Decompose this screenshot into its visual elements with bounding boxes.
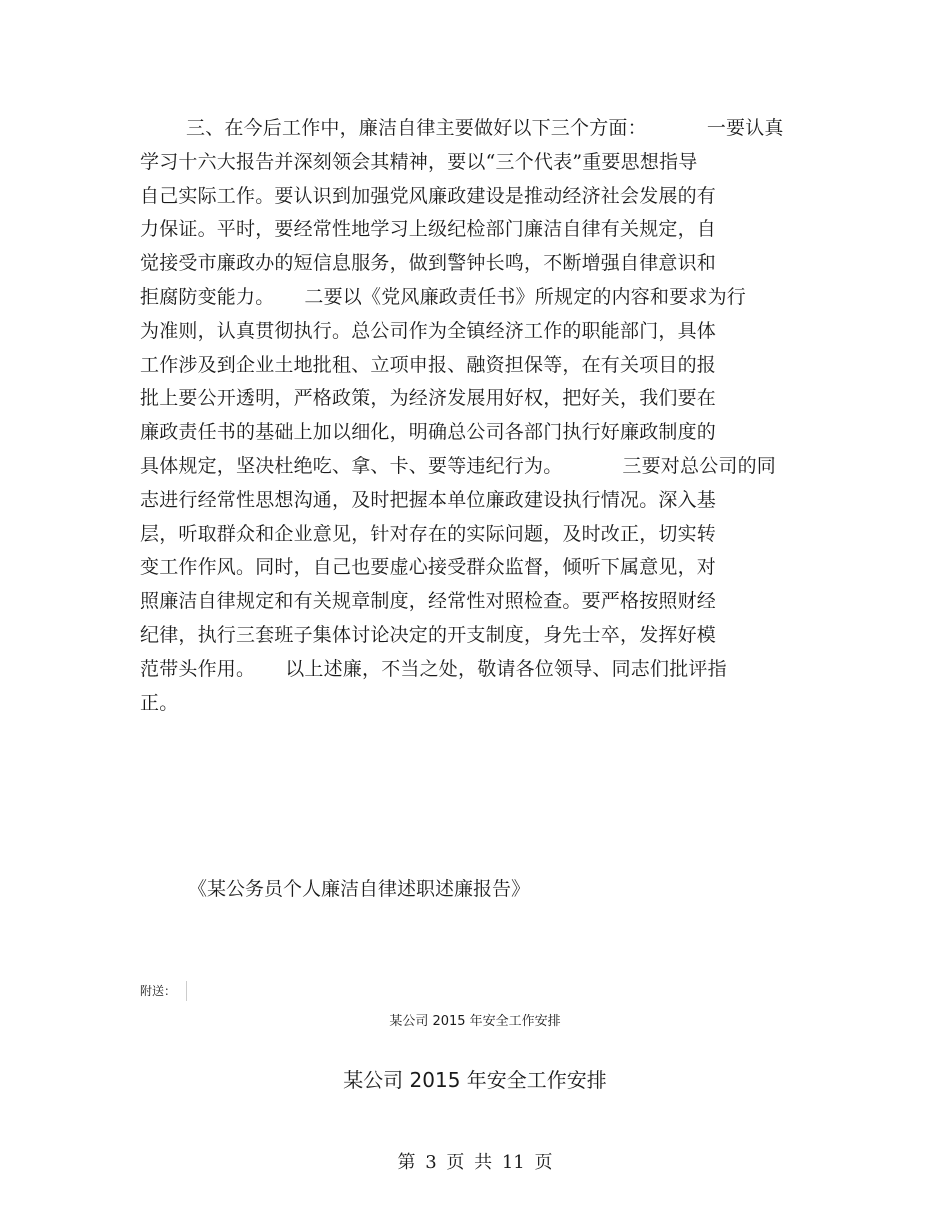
- page-footer: 第 3 页 共 11 页: [397, 1152, 553, 1173]
- text-line: 学习十六大报告并深刻领会其精神，要以“三个代表”重要思想指导: [140, 150, 698, 173]
- text-line: 范带头作用。 以上述廉，不当之处，敬请各位领导、同志们批评指: [140, 657, 727, 680]
- text-line: 志进行经常性思想沟通，及时把握本单位廉政建设执行情况。深入基: [140, 488, 717, 511]
- text-line: 变工作作风。同时，自己也要虚心接受群众监督，倾听下属意见，对: [140, 556, 717, 579]
- text-line: 纪律，执行三套班子集体讨论决定的开支制度，身先士卒，发挥好模: [140, 623, 717, 646]
- section-subheading: 某公司 2015 年安全工作安排: [389, 1014, 561, 1029]
- text-line: 工作涉及到企业土地批租、立项申报、融资担保等，在有关项目的报: [140, 353, 717, 376]
- text-line: 具体规定，坚决杜绝吃、拿、卡、要等违纪行为。 三要对总公司的同: [140, 454, 777, 477]
- text-line: 三、在今后工作中，廉洁自律主要做好以下三个方面： 一要认真: [186, 117, 784, 139]
- text-line: 正。: [140, 691, 179, 714]
- text-line: 拒腐防变能力。 二要以《党风廉政责任书》所规定的内容和要求为行: [140, 285, 747, 308]
- text-line: 觉接受市廉政办的短信息服务，做到警钟长鸣，不断增强自律意识和: [140, 252, 717, 275]
- attachment-section: [140, 981, 187, 1001]
- document-title-reference: 《某公务员个人廉洁自律述职述廉报告》: [188, 878, 531, 900]
- text-line: 层，听取群众和企业意见，针对存在的实际问题，及时改正，切实转: [140, 522, 717, 545]
- text-line: 自己实际工作。要认识到加强党风廉政建设是推动经济社会发展的有: [140, 184, 717, 207]
- text-line: 力保证。平时，要经常性地学习上级纪检部门廉洁自律有关规定，自: [140, 218, 717, 241]
- body-paragraph: [140, 112, 820, 720]
- text-line: 廉政责任书的基础上加以细化，明确总公司各部门执行好廉政制度的: [140, 421, 717, 444]
- attachment-label: 附送：: [140, 984, 177, 998]
- text-line: 批上要公开透明，严格政策，为经济发展用好权，把好关，我们要在: [140, 387, 717, 410]
- section-heading: 某公司 2015 年安全工作安排: [343, 1068, 607, 1092]
- text-line: 为准则，认真贯彻执行。总公司作为全镇经济工作的职能部门，具体: [140, 319, 717, 342]
- text-line: 照廉洁自律规定和有关规章制度，经常性对照检查。要严格按照财经: [140, 590, 717, 613]
- divider: [186, 981, 187, 1001]
